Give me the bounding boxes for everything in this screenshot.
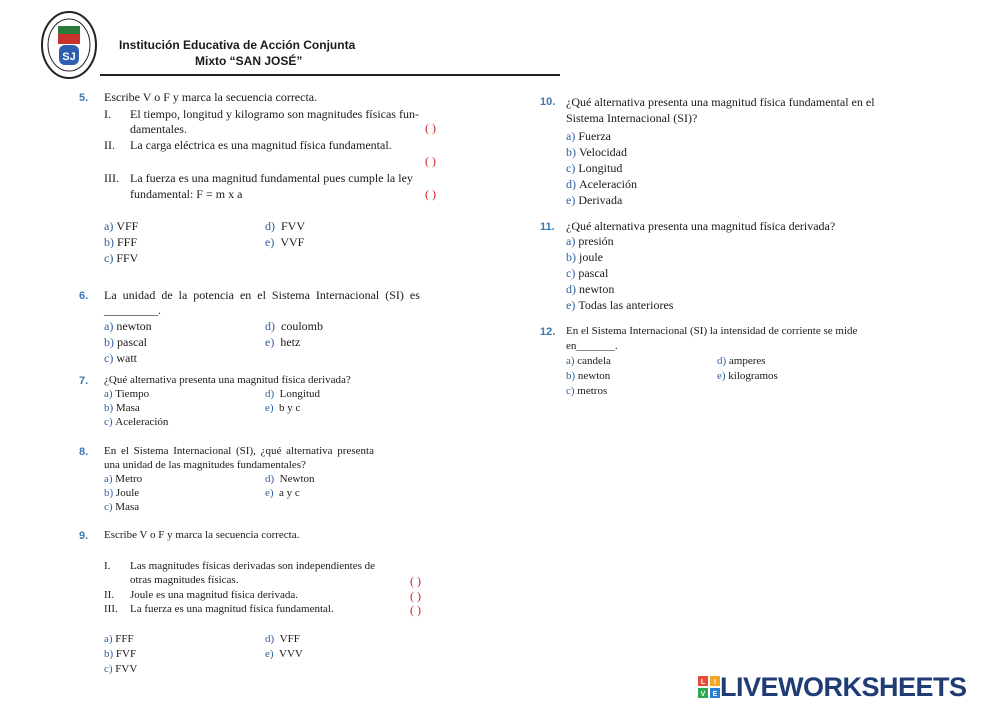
q12-prompt-line2: en_______. <box>566 340 618 352</box>
q6-option-a[interactable]: a) newton <box>104 319 152 333</box>
liveworksheets-brand[interactable]: LIVEWORKSHEETS <box>720 672 967 702</box>
liveworksheets-logo-icon <box>698 676 720 698</box>
q9-answer-box-3[interactable]: ( ) <box>410 603 421 617</box>
school-name: Mixto “SAN JOSÉ” <box>195 54 303 68</box>
q9-prompt: Escribe V o F y marca la secuencia correcta. <box>104 529 300 541</box>
q8-option-c[interactable]: c) Masa <box>104 501 140 513</box>
q5-prompt: Escribe V o F y marca la secuencia correcta. <box>104 90 318 104</box>
logo-letter-v: V <box>700 691 706 698</box>
q6-blank: _________. <box>104 303 161 317</box>
q5-option-c[interactable]: c) FFV <box>104 251 139 265</box>
logo-letter-l: L <box>700 679 706 686</box>
q8-prompt-line1: En el Sistema Internacional (SI), ¿qué alternativa presenta <box>104 445 374 457</box>
q9-option-e[interactable]: e) VVV <box>265 648 303 660</box>
q9-answer-box-1[interactable]: ( ) <box>410 574 421 588</box>
q5-statement-2: La carga eléctrica es una magnitud física fundamental. <box>130 138 392 152</box>
q6-prompt: La unidad de la potencia en el Sistema Internacional (SI) es <box>104 288 420 302</box>
q10-prompt-line1: ¿Qué alternativa presenta una magnitud física fundamental en el <box>566 95 875 109</box>
q5-option-d[interactable]: d) FVV <box>265 219 306 233</box>
q5-roman-2: II. <box>104 138 115 152</box>
q5-statement-1-line1: El tiempo, longitud y kilogramo son magnitudes físicas fun- <box>130 107 419 121</box>
q5-answer-box-3[interactable]: ( ) <box>425 187 436 201</box>
q7-option-a[interactable]: a) Tiempo <box>104 388 150 400</box>
q7-option-b[interactable]: b) Masa <box>104 402 140 414</box>
school-seal-logo <box>40 10 98 80</box>
q7-number: 7. <box>79 375 89 387</box>
q12-option-d[interactable]: d) amperes <box>717 355 766 367</box>
q9-option-d[interactable]: d) VFF <box>265 633 300 645</box>
q9-answer-box-2[interactable]: ( ) <box>410 589 421 603</box>
q12-option-c[interactable]: c) metros <box>566 385 608 397</box>
q9-option-b[interactable]: b) FVF <box>104 648 137 660</box>
q11-option-e[interactable]: e) Todas las anteriores <box>566 298 674 312</box>
q5-number: 5. <box>79 92 89 104</box>
q7-option-e[interactable]: e) b y c <box>265 402 301 414</box>
q9-roman-1: I. <box>104 560 111 572</box>
q10-option-e[interactable]: e) Derivada <box>566 193 623 207</box>
q10-prompt-line2: Sistema Internacional (SI)? <box>566 111 698 125</box>
q6-number: 6. <box>79 290 89 302</box>
q12-prompt-line1: En el Sistema Internacional (SI) la intensidad de corriente se mide <box>566 325 858 337</box>
q6-option-c[interactable]: c) watt <box>104 351 137 365</box>
q7-option-d[interactable]: d) Longitud <box>265 388 321 400</box>
q12-option-a[interactable]: a) candela <box>566 355 611 367</box>
q5-statement-3-line1: La fuerza es una magnitud fundamental pues cumple la ley <box>130 171 413 185</box>
q5-answer-box-1[interactable]: ( ) <box>425 121 436 135</box>
svg-text:SJ: SJ <box>62 51 76 63</box>
q9-number: 9. <box>79 530 89 542</box>
q9-option-c[interactable]: c) FVV <box>104 663 138 675</box>
q5-option-b[interactable]: b) FFF <box>104 235 138 249</box>
q7-option-c[interactable]: c) Aceleración <box>104 416 169 428</box>
q5-answer-box-2[interactable]: ( ) <box>425 154 436 168</box>
logo-letter-i: I <box>714 679 716 686</box>
q12-option-b[interactable]: b) newton <box>566 370 611 382</box>
q9-roman-3: III. <box>104 603 118 615</box>
q8-option-a[interactable]: a) Metro <box>104 473 143 485</box>
q8-number: 8. <box>79 446 89 458</box>
q9-option-a[interactable]: a) FFF <box>104 633 134 645</box>
q12-number: 12. <box>540 326 556 338</box>
q5-statement-1-line2: damentales. <box>130 122 187 136</box>
q6-option-d[interactable]: d) coulomb <box>265 319 323 333</box>
q10-option-c[interactable]: c) Longitud <box>566 161 623 175</box>
q11-option-b[interactable]: b) joule <box>566 250 603 264</box>
q6-option-e[interactable]: e) hetz <box>265 335 301 349</box>
q6-option-b[interactable]: b) pascal <box>104 335 147 349</box>
q8-prompt-line2: una unidad de las magnitudes fundamentales? <box>104 459 306 471</box>
institution-name: Institución Educativa de Acción Conjunta <box>119 38 356 52</box>
q8-option-d[interactable]: d) Newton <box>265 473 315 485</box>
q5-roman-3: III. <box>104 171 119 185</box>
q9-statement-2: Joule es una magnitud física derivada. <box>130 589 299 601</box>
q10-number: 10. <box>540 96 556 108</box>
q7-prompt: ¿Qué alternativa presenta una magnitud física derivada? <box>104 374 351 386</box>
q5-option-e[interactable]: e) VVF <box>265 235 305 249</box>
q11-option-c[interactable]: c) pascal <box>566 266 609 280</box>
q5-roman-1: I. <box>104 107 111 121</box>
q8-option-e[interactable]: e) a y c <box>265 487 300 499</box>
q11-option-d[interactable]: d) newton <box>566 282 615 296</box>
q5-statement-3-line2: fundamental: F = m x a <box>130 187 243 201</box>
q11-prompt: ¿Qué alternativa presenta una magnitud física derivada? <box>566 219 836 233</box>
q9-statement-3: La fuerza es una magnitud física fundamental. <box>130 603 334 615</box>
q5-option-a[interactable]: a) VFF <box>104 219 139 233</box>
q10-option-d[interactable]: d) Aceleración <box>566 177 637 191</box>
q10-option-b[interactable]: b) Velocidad <box>566 145 627 159</box>
logo-letter-e: E <box>712 691 718 698</box>
q12-option-e[interactable]: e) kilogramos <box>717 370 778 382</box>
q11-option-a[interactable]: a) presión <box>566 234 614 248</box>
q10-option-a[interactable]: a) Fuerza <box>566 129 611 143</box>
q8-option-b[interactable]: b) Joule <box>104 487 140 499</box>
q9-statement-1-line2: otras magnitudes físicas. <box>130 574 239 586</box>
q11-number: 11. <box>540 221 555 233</box>
header-divider <box>100 74 560 76</box>
q9-roman-2: II. <box>104 589 115 601</box>
q9-statement-1-line1: Las magnitudes físicas derivadas son independientes de <box>130 560 375 572</box>
